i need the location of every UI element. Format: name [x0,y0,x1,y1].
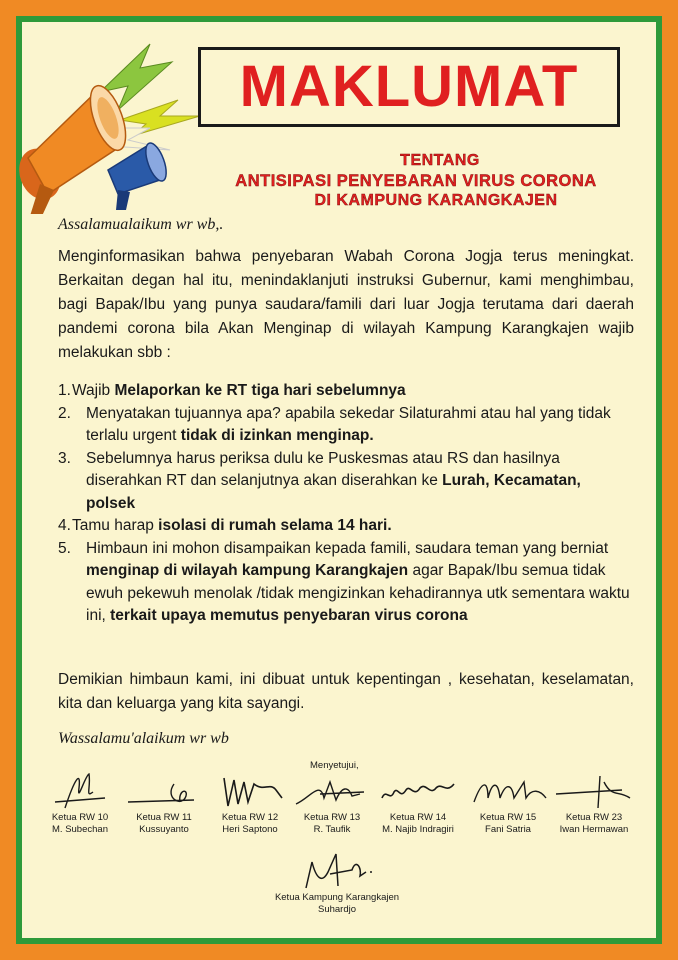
signatory-role: Ketua RW 13 [303,812,361,823]
item-emphasis: terkait upaya memutus penyebaran virus corona [110,607,468,624]
item-text: agar Bapak/Ibu semua tidak ewuh pekewuh menolak /tidak mengizinkan kehadirannya utk sementara waktu ini, [86,562,630,624]
signature-block [118,768,210,836]
title-box [198,47,620,127]
greeting: Assalamualaikum wr wb,. [58,216,224,233]
subtitle-about: TENTANG [400,152,480,169]
signature-block [34,768,126,836]
signature-icon [552,768,636,812]
signatory-role: Ketua RW 12 [221,812,279,823]
item-emphasis: Melaporkan ke RT tiga hari sebelumnya [114,382,406,399]
signature-block [204,768,296,836]
signature-icon [45,768,115,812]
list-item [58,448,634,516]
signatory-name: M. Najib Indragiri [382,824,454,835]
signature-icon [124,768,204,812]
signatory-name: Heri Saptono [222,824,278,835]
closing-paragraph: Demikian himbaun kami, ini dibuat untuk kepentingan , kesehatan, keselamatan, kita dan keluarga yang kita sayangi. [58,671,634,712]
signature-block [548,768,640,836]
signature-block [372,768,464,836]
signatory-role: Ketua RW 14 [389,812,447,823]
item-emphasis: menginap di wilayah kampung Karangkajen [86,562,409,579]
intro-paragraph: Menginformasikan bahwa penyebaran Wabah Corona Jogja terus meningkat. Berkaitan degan hal itu, menindaklanjuti instruksi Gubernur, kami menghimbau, bagi Bapak/Ibu yang punya saudara/famili dari luar Jogja terutama dari daerah pandemi corona bila Akan Menginap di wilayah Kampung Karangkajen wajib melakukan sbb : [58,248,634,361]
item-emphasis: isolasi di rumah selama 14 hari. [158,517,392,534]
signatory-role: Ketua RW 15 [479,812,537,823]
item-number: 4. [58,517,71,534]
item-text: Sebelumnya harus periksa dulu ke Puskesmas atau RS dan hasilnya diserahkan RT dan selanjutnya akan diserahkan ke [86,449,560,489]
subtitle-location: DI KAMPUNG KARANGKAJEN [314,192,558,209]
signatory-name: Fani Satria [485,824,531,835]
signatory-name: R. Taufik [313,824,351,835]
list-item [58,403,634,448]
item-text: Menyatakan tujuannya apa? apabila sekedar Silaturahmi atau hal yang tidak terlalu urgent [86,404,611,444]
signature-icon [376,768,460,812]
item-text: Wajib [72,382,115,399]
item-emphasis: Lurah, Kecamatan, polsek [86,472,581,512]
item-number: 1. [58,382,71,399]
notice-title: MAKLUMAT [239,54,579,119]
subtitle-topic: ANTISIPASI PENYEBARAN VIRUS CORONA [235,172,597,190]
instruction-list [58,380,634,628]
signature-icon [466,768,550,812]
item-text: Tamu harap [72,517,159,534]
signature-icon [290,768,374,812]
signature-block [262,848,412,916]
list-item [58,515,634,538]
signatory-name: Iwan Hermawan [559,824,629,835]
item-emphasis: tidak di izinkan menginap. [180,427,374,444]
farewell: Wassalamu'alaikum wr wb [58,730,229,747]
list-item [58,538,634,628]
approval-label: Menyetujui, [310,760,359,771]
item-text: Himbaun ini mohon disampaikan kepada famili, saudara teman yang berniat [86,539,609,557]
signature-block [286,768,378,836]
signature-icon [210,768,290,812]
signatory-role: Ketua RW 10 [51,812,109,823]
signatory-role: Ketua RW 11 [136,812,192,823]
item-number: 2. [58,404,71,422]
signatory-name: Suhardjo [317,904,357,915]
signatory-name: M. Subechan [52,824,108,835]
signature-icon [292,848,382,892]
signatory-role: Ketua RW 23 [565,812,623,823]
signature-block [462,768,554,836]
item-number: 5. [58,539,71,557]
signatory-name: Kussuyanto [139,824,189,835]
list-item [58,380,634,403]
signatory-role: Ketua Kampung Karangkajen [274,892,400,903]
item-number: 3. [58,449,71,467]
